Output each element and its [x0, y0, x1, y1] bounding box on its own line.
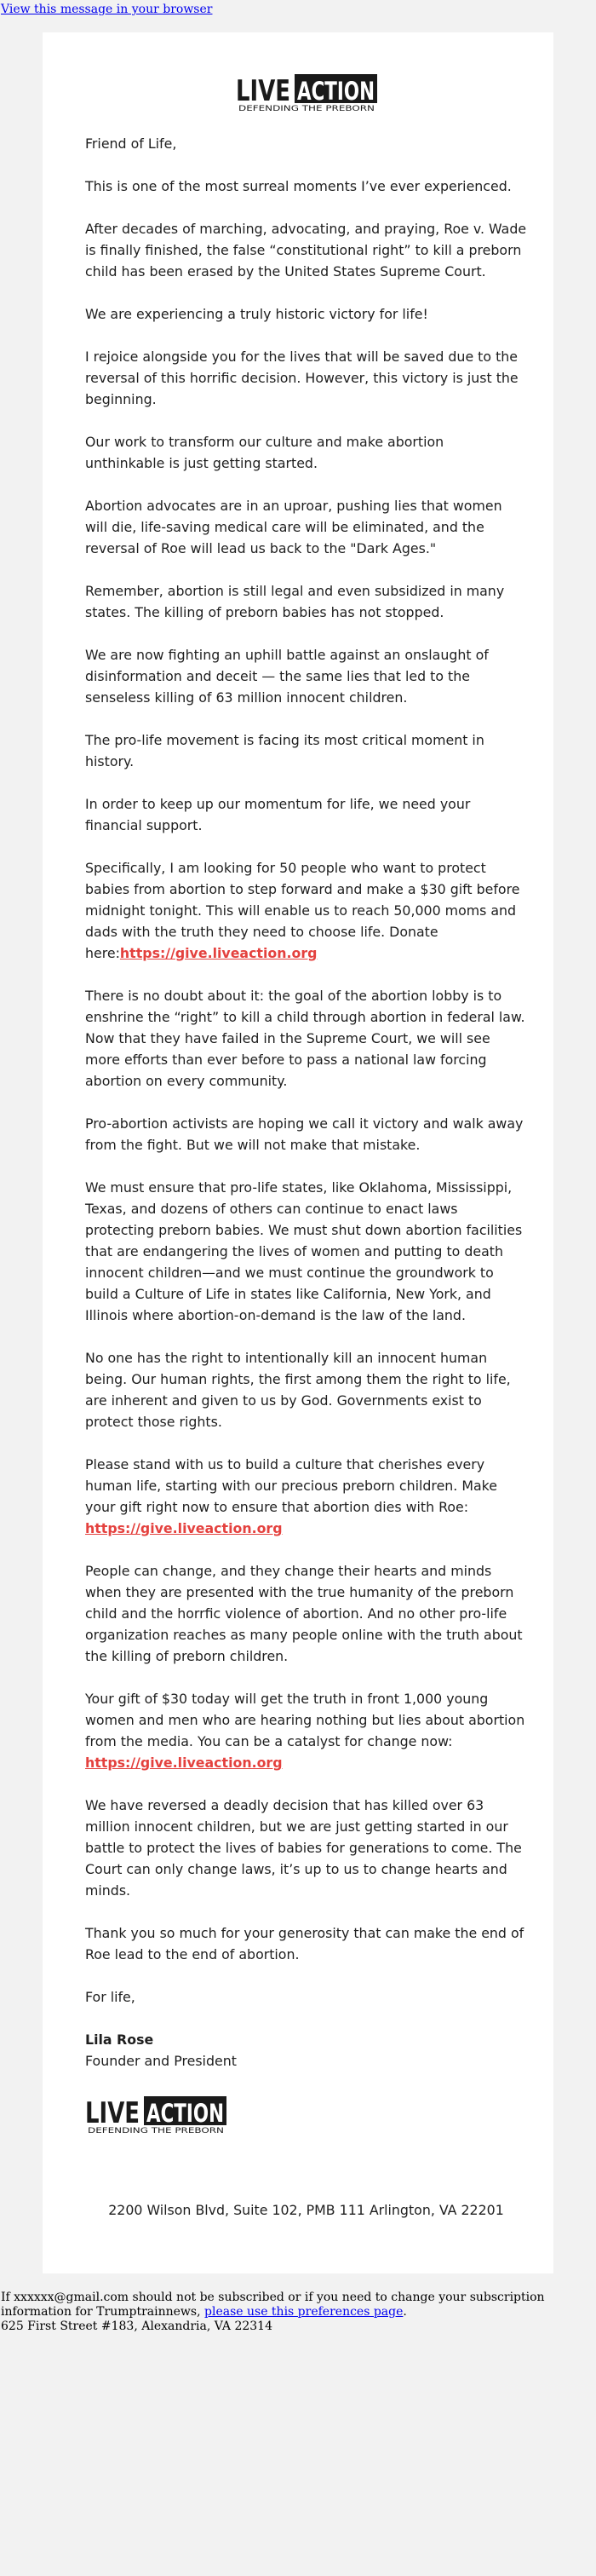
live-action-logo-footer [85, 2093, 226, 2134]
signature [85, 2029, 527, 2072]
logo-word-live: LIVE [235, 74, 290, 108]
logo-tagline: DEFENDING THE PREBORN [88, 2127, 224, 2135]
logo-word-action: ACTION [146, 2099, 224, 2128]
paragraph: I rejoice alongside you for the lives that will be saved due to the reversal of this horrific decision. However, this victory is just the beginning. [85, 349, 519, 407]
email-footer [0, 2291, 596, 2337]
live-action-logo [236, 71, 377, 112]
org-address: 2200 Wilson Blvd, Suite 102, PMB 111 Arlington, VA 22201 [108, 2202, 504, 2218]
paragraph: The pro-life movement is facing its most critical moment in history. [85, 732, 484, 769]
paragraph: Pro-abortion activists are hoping we call it victory and walk away from the fight. But we will not make that mistake. [85, 1115, 524, 1153]
logo-tagline: DEFENDING THE PREBORN [238, 105, 375, 113]
paragraph: In order to keep up our momentum for life, we need your financial support. [85, 796, 471, 833]
sender-address: 625 First Street #183, Alexandria, VA 22314 [1, 2320, 272, 2333]
email-card [43, 32, 553, 2273]
paragraph: We have reversed a deadly decision that has killed over 63 million innocent children, but we are just getting started in our battle to protect the lives of babies for generations to come. The Court can only change laws, it’s up to us to change hearts and minds. [85, 1797, 522, 1899]
preferences-link[interactable]: please use this preferences page [204, 2305, 404, 2319]
closing: For life, [85, 1989, 135, 2005]
donate-link[interactable]: https://give.liveaction.org [119, 945, 318, 961]
paragraph-text: Your gift of $30 today will get the truth in front 1,000 young women and men who are hearing nothing but lies about abortion from the media. You can be a catalyst for change now: [85, 1691, 525, 1749]
donate-paragraph [85, 1688, 527, 1773]
subscription-notice: If xxxxxx@gmail.com should not be subscribed or if you need to change your subscription information for Trumptrainnews, [1, 2291, 545, 2319]
paragraph: There is no doubt about it: the goal of the abortion lobby is to enshrine the “right” to kill a child through abortion in federal law. Now that they have failed in the Supreme Court, we will see more efforts than ever before to pass a national law forcing abortion on every community. [85, 988, 525, 1089]
view-in-browser-link[interactable]: View this message in your browser [1, 3, 213, 16]
subscription-notice-end: . [403, 2305, 407, 2319]
paragraph: Thank you so much for your generosity that can make the end of Roe lead to the end of abortion. [85, 1925, 524, 1962]
paragraph: Abortion advocates are in an uproar, pushing lies that women will die, life-saving medical care will be eliminated, and the reversal of Roe will lead us back to the "Dark Ages." [85, 498, 502, 556]
greeting: Friend of Life, [85, 135, 177, 152]
donate-paragraph [85, 1454, 527, 1539]
paragraph: After decades of marching, advocating, and praying, Roe v. Wade is finally finished, the false “constitutional right” to kill a preborn child has been erased by the United States Supreme Court. [85, 221, 527, 279]
donate-link[interactable]: https://give.liveaction.org [85, 1755, 283, 1771]
signer-name: Lila Rose [85, 2031, 154, 2048]
paragraph-text: Please stand with us to build a culture that cherishes every human life, starting with our precious preborn children. Make your gift right now to ensure that abortion dies with Roe: [85, 1456, 497, 1515]
donate-paragraph [85, 857, 527, 964]
logo-word-live: LIVE [85, 2096, 140, 2130]
signer-title: Founder and President [85, 2053, 237, 2069]
paragraph: We are now fighting an uphill battle against an onslaught of disinformation and deceit — the same lies that led to the senseless killing of 63 million innocent children. [85, 647, 489, 706]
paragraph: This is one of the most surreal moments I’ve ever experienced. [85, 178, 512, 194]
letter-body [85, 133, 527, 2072]
paragraph: No one has the right to intentionally kill an innocent human being. Our human rights, the first among them the right to life, are inherent and given to us by God. Governments exist to protect those rights. [85, 1350, 511, 1430]
paragraph: Remember, abortion is still legal and even subsidized in many states. The killing of preborn babies has not stopped. [85, 583, 505, 620]
donate-link[interactable]: https://give.liveaction.org [85, 1520, 283, 1536]
logo-word-action: ACTION [296, 77, 375, 106]
paragraph: We must ensure that pro-life states, like Oklahoma, Mississippi, Texas, and dozens of others can continue to enact laws protecting preborn babies. We must shut down abortion facilities that are endangering the lives of women and putting to death innocent children—and we must continue the groundwork to build a Culture of Life in states like California, New York, and Illinois where abortion-on-demand is the law of the land. [85, 1179, 523, 1323]
top-link-bar [0, 0, 596, 15]
paragraph: Our work to transform our culture and make abortion unthinkable is just getting started. [85, 434, 444, 471]
paragraph-text: Specifically, I am looking for 50 people who want to protect babies from abortion to step forward and make a $30 gift before midnight tonight. This will enable us to reach 50,000 moms and dads with the truth they need to choose life. Donate here: [85, 860, 520, 961]
paragraph: People can change, and they change their hearts and minds when they are presented with the true humanity of the preborn child and the horrfic violence of abortion. And no other pro-life organization reaches as many people online with the truth about the killing of preborn children. [85, 1563, 523, 1664]
paragraph: We are experiencing a truly historic victory for life! [85, 306, 428, 322]
